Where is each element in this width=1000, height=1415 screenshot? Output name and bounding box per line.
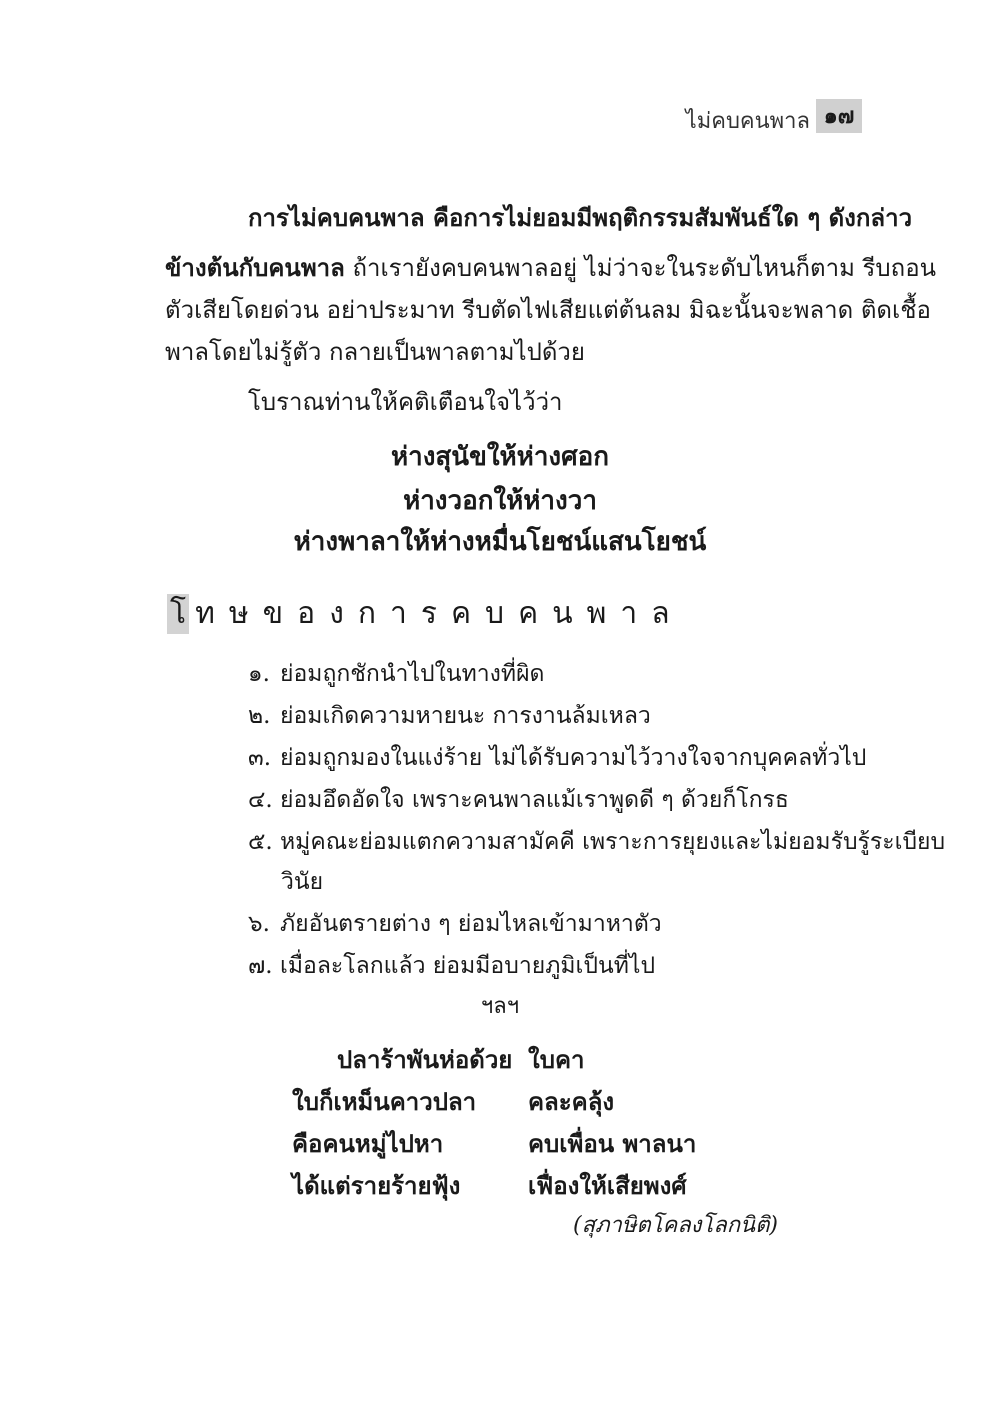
list-text: ย่อมอึดอัดใจ เพราะคนพาลแม้เราพูดดี ๆ ด้วยก็โกรธ (280, 787, 789, 813)
proverb-line-3: ห่างพาลาให้ห่างหมื่นโยชน์แสนโยชน์ (293, 527, 707, 557)
proverb-intro: โบราณท่านให้คติเตือนใจไว้ว่า (248, 388, 563, 416)
running-header-title: ไม่คบคนพาล (685, 109, 810, 134)
list-number: ๖. (248, 911, 270, 937)
list-text: ย่อมถูกชักนำไปในทางที่ผิด (280, 661, 545, 687)
intro-line-2 (165, 248, 937, 287)
list-item (248, 656, 544, 692)
list-item (248, 698, 651, 734)
list-number: ๒. (248, 703, 271, 729)
list-item (248, 948, 655, 984)
etc-mark: ฯลฯ (480, 994, 520, 1019)
intro-line-1: การไม่คบคนพาล คือการไม่ยอมมีพฤติกรรมสัมพันธ์ใด ๆ ดังกล่าว (248, 203, 913, 232)
list-text: ภัยอันตรายต่าง ๆ ย่อมไหลเข้ามาหาตัว (280, 911, 662, 937)
list-number: ๕. (248, 829, 273, 855)
list-item-continuation: วินัย (281, 869, 324, 895)
verse-right-2: คละคลุ้ง (528, 1087, 615, 1116)
list-number: ๔. (248, 787, 273, 813)
list-number: ๓. (248, 745, 272, 771)
heading-first-letter: โ (167, 594, 189, 634)
list-text: ย่อมถูกมองในแง่ร้าย ไม่ได้รับความไว้วางใจจากบุคคลทั่วไป (280, 745, 867, 771)
verse-right-4: เฟื่องให้เสียพงศ์ (528, 1171, 687, 1200)
proverb-line-1: ห่างสุนัขให้ห่างศอก (391, 442, 609, 472)
list-item (248, 906, 662, 942)
verse-left-3: คือคนหมู่ไปหา (292, 1129, 444, 1158)
list-number: ๗. (248, 953, 273, 979)
intro-line-2-bold: ข้างต้นกับคนพาล (165, 253, 345, 282)
list-text: เมื่อละโลกแล้ว ย่อมมีอบายภูมิเป็นที่ไป (280, 953, 656, 979)
list-item (248, 740, 866, 776)
list-number: ๑. (248, 661, 270, 687)
verse-left-4: ได้แต่รายร้ายฟุ้ง (292, 1171, 461, 1200)
verse-left-1: ปลาร้าพันห่อด้วย (337, 1045, 513, 1074)
intro-line-4: พาลโดยไม่รู้ตัว กลายเป็นพาลตามไปด้วย (165, 338, 585, 366)
list-text: หมู่คณะย่อมแตกความสามัคคี เพราะการยุยงและไม่ยอมรับรู้ระเบียบ (280, 829, 946, 855)
attribution: (สุภาษิตโคลงโลกนิติ) (573, 1213, 778, 1238)
verse-right-1: ใบคา (528, 1045, 585, 1074)
page-number: ๑๗ (816, 99, 862, 133)
list-item (248, 782, 789, 818)
list-text: ย่อมเกิดความหายนะ การงานล้มเหลว (280, 703, 651, 729)
page-header (600, 97, 862, 137)
intro-line-2-rest: ถ้าเรายังคบคนพาลอยู่ ไม่ว่าจะในระดับไหนก็ตาม รีบถอน (344, 254, 937, 282)
verse-left-2: ใบก็เหม็นคาวปลา (292, 1087, 477, 1116)
list-item (248, 824, 945, 860)
section-heading (167, 594, 684, 634)
intro-line-3: ตัวเสียโดยด่วน อย่าประมาท รีบตัดไฟเสียแต่ต้นลม มิฉะนั้นจะพลาด ติดเชื้อ (165, 296, 931, 324)
heading-rest: ทษของการคบคนพาล (195, 596, 684, 631)
verse-right-3: คบเพื่อน พาลนา (528, 1129, 697, 1158)
proverb-line-2: ห่างวอกให้ห่างวา (403, 486, 597, 516)
